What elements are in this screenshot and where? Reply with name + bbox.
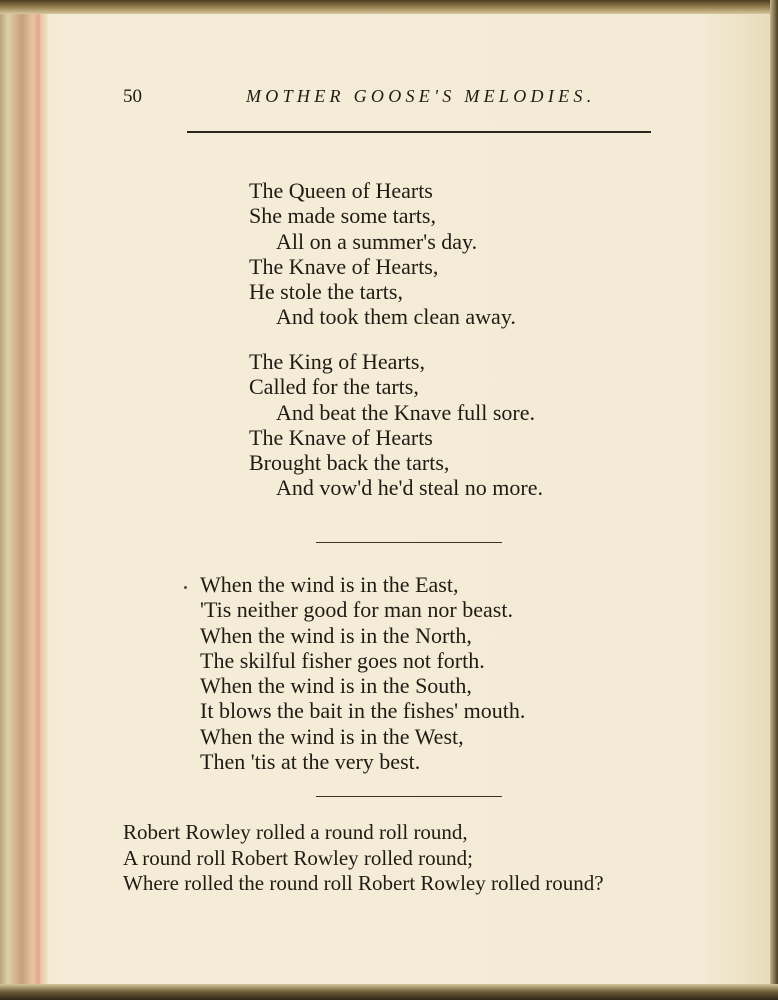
poem-line: 'Tis neither good for man nor beast. (200, 597, 513, 623)
header-rule (187, 131, 651, 133)
spine-stain (36, 14, 40, 984)
poem-line: When the wind is in the North, (200, 622, 472, 648)
poem-line: Robert Rowley rolled a round roll round, (123, 820, 468, 844)
poem-line: A round roll Robert Rowley rolled round; (123, 845, 473, 870)
page-number: 50 (123, 86, 142, 107)
poem-line: The Knave of Hearts, (249, 253, 439, 279)
poem-line: And took them clean away. (276, 304, 516, 330)
poem-robert-rowley (123, 820, 604, 897)
poem-line: Then 'tis at the very best. (200, 749, 421, 775)
poem-line: The Queen of Hearts (249, 178, 433, 203)
running-title: MOTHER GOOSE'S MELODIES. (246, 86, 596, 106)
page-header (0, 86, 778, 116)
poem-queen-of-hearts-stanza-1 (249, 178, 516, 330)
poem-line: Where rolled the round roll Robert Rowley rolled round? (123, 871, 604, 896)
poem-line: Brought back the tarts, (249, 450, 450, 476)
poem-line: The Knave of Hearts (249, 424, 433, 450)
poem-line: He stole the tarts, (249, 279, 403, 305)
poem-line: When the wind is in the East, (200, 572, 459, 597)
poem-line: It blows the bait in the fishes' mouth. (200, 698, 526, 724)
page-top-edge (0, 0, 778, 14)
poem-line: When the wind is in the South, (200, 673, 472, 699)
section-divider (316, 796, 502, 797)
poem-line: When the wind is in the West, (200, 723, 464, 749)
page-right-edge (770, 0, 778, 1000)
poem-line: Called for the tarts, (249, 374, 419, 400)
poem-line: All on a summer's day. (276, 228, 478, 254)
poem-line: The skilful fisher goes not forth. (200, 647, 485, 673)
section-divider (316, 542, 502, 543)
poem-line: The King of Hearts, (249, 349, 425, 374)
book-spine (0, 14, 48, 984)
poem-line: She made some tarts, (249, 203, 436, 229)
poem-line: And beat the Knave full sore. (276, 399, 536, 425)
poem-queen-of-hearts-stanza-2 (249, 349, 543, 501)
poem-wind (200, 572, 525, 774)
poem-line: And vow'd he'd steal no more. (276, 475, 543, 501)
page-bottom-edge (0, 984, 778, 1000)
ink-speck (184, 586, 187, 589)
